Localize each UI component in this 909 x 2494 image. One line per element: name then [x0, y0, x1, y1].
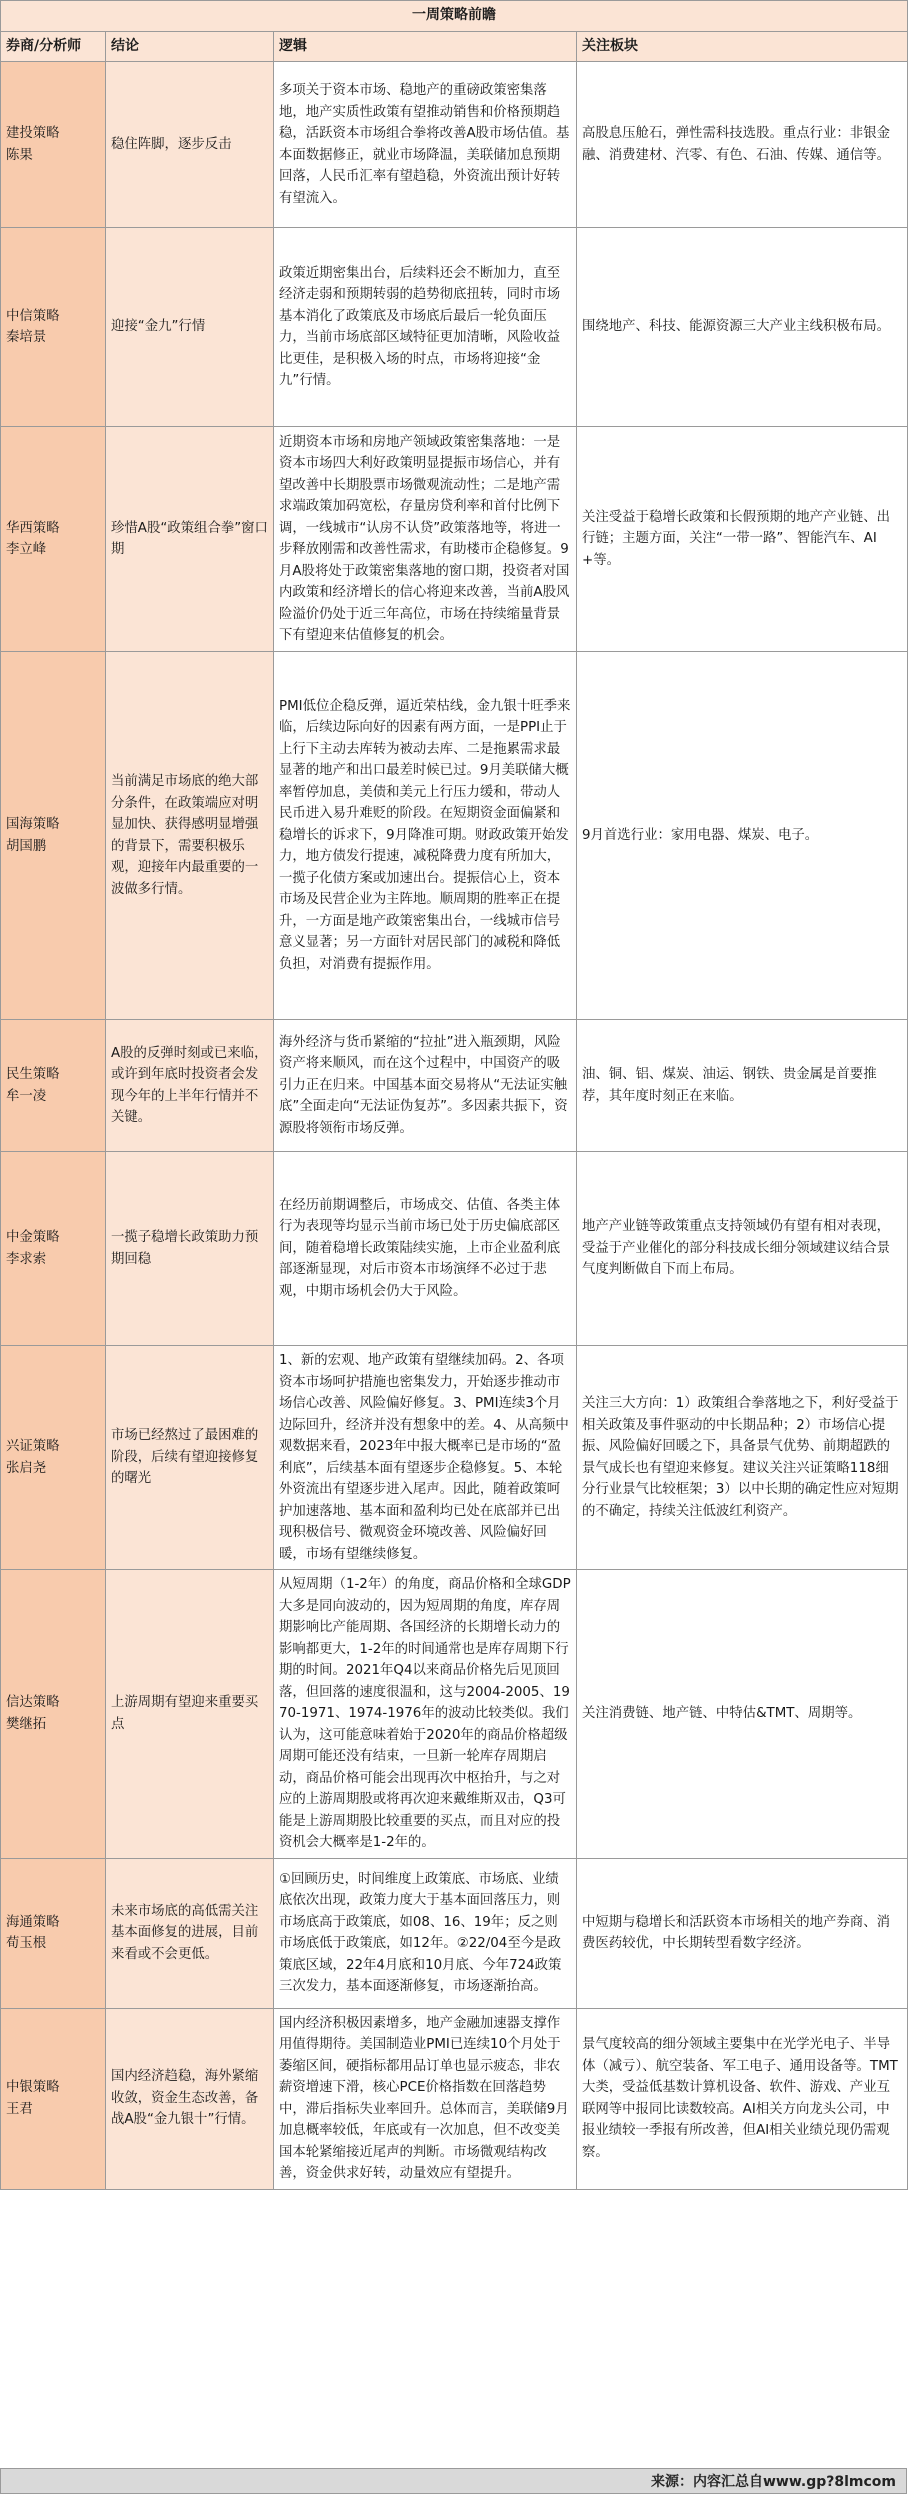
- table-row: [1, 427, 908, 652]
- sectors-cell: 中短期与稳增长和活跃资本市场相关的地产券商、消费医药较优，中长期转型看数字经济。: [577, 1858, 908, 2008]
- broker-name: 建投策略: [6, 126, 60, 141]
- analyst-name: 秦培景: [6, 330, 47, 345]
- conclusion-cell: 国内经济趋稳，海外紧缩收敛，资金生态改善，备战A股“金九银十”行情。: [106, 2008, 274, 2189]
- conclusion-cell: 当前满足市场底的绝大部分条件，在政策端应对明显加快、获得感明显增强的背景下，需要积极乐观，迎接年内最重要的一波做多行情。: [106, 652, 274, 1020]
- analyst-name: 李立峰: [6, 542, 47, 557]
- analyst-name: 李求索: [6, 1251, 47, 1267]
- table-title-row: [1, 1, 908, 32]
- analyst-name: 胡国鹏: [6, 838, 47, 854]
- logic-cell: 多项关于资本市场、稳地产的重磅政策密集落地，地产实质性政策有望推动销售和价格预期趋稳，活跃资本市场组合拳将改善A股市场估值。基本面数据修正，就业市场降温，美联储加息预期回落，人民币汇率有望趋稳，外资流出预计好转有望流入。: [274, 62, 577, 228]
- sectors-cell: 关注受益于稳增长政策和长假预期的地产产业链、出行链；主题方面，关注“一带一路”、智能汽车、AI+等。: [577, 427, 908, 652]
- header-conclusion: 结论: [106, 31, 274, 62]
- broker-cell: [1, 1152, 106, 1346]
- sectors-cell: 高股息压舱石，弹性需科技选股。重点行业：非银金融、消费建材、汽零、有色、石油、传媒、通信等。: [577, 62, 908, 228]
- logic-cell: 1、新的宏观、地产政策有望继续加码。2、各项资本市场呵护措施也密集发力，开始逐步推动市场信心改善、风险偏好修复。3、PMI连续3个月边际回升，经济并没有想象中的差。4、从高频中观数据来看，2023年中报大概率已是市场的“盈利底”，后续基本面有望逐步企稳修复。5、本轮外资流出有望逐步进入尾声。因此，随着政策呵护加速落地、基本面和盈利均已处在底部并已出现积极信号、微观资金环境改善、风险偏好回暖，市场有望继续修复。: [274, 1346, 577, 1570]
- sectors-cell: 关注三大方向：1）政策组合拳落地之下，利好受益于相关政策及事件驱动的中长期品种；2）市场信心提振、风险偏好回暖之下，具备景气优势、前期超跌的景气成长也有望迎来修复。建议关注兴证策略118细分行业景气比较框架；3）以中长期的确定性应对短期的不确定，持续关注低波红利资产。: [577, 1346, 908, 1570]
- logic-cell: 在经历前期调整后，市场成交、估值、各类主体行为表现等均显示当前市场已处于历史偏底部区间，随着稳增长政策陆续实施，上市企业盈利底部逐渐显现，对后市资本市场演绎不必过于悲观，中期市场机会仍大于风险。: [274, 1152, 577, 1346]
- broker-name: 中金策略: [6, 1230, 60, 1245]
- sectors-cell: 油、铜、铝、煤炭、油运、钢铁、贵金属是首要推荐，其年度时刻正在来临。: [577, 1020, 908, 1152]
- table-title: 一周策略前瞻: [1, 1, 908, 32]
- table-row: [1, 2008, 908, 2189]
- sectors-cell: 景气度较高的细分领域主要集中在光学光电子、半导体（减亏）、航空装备、军工电子、通用设备等。TMT大类，受益低基数计算机设备、软件、游戏、产业互联网等中报同比读数较高。AI相关方向龙头公司，中报业绩较一季报有所改善，但AI相关业绩兑现仍需观察。: [577, 2008, 908, 2189]
- broker-cell: [1, 1570, 106, 1859]
- header-sectors: 关注板块: [577, 31, 908, 62]
- broker-cell: [1, 1858, 106, 2008]
- broker-name: 民生策略: [6, 1067, 60, 1082]
- table-row: [1, 1858, 908, 2008]
- broker-cell: [1, 228, 106, 427]
- analyst-name: 张启尧: [6, 1460, 47, 1476]
- table-row: [1, 1020, 908, 1152]
- conclusion-cell: 市场已经熬过了最困难的阶段，后续有望迎接修复的曙光: [106, 1346, 274, 1570]
- sectors-cell: 关注消费链、地产链、中特估&TMT、周期等。: [577, 1570, 908, 1859]
- sectors-cell: 地产产业链等政策重点支持领域仍有望有相对表现，受益于产业催化的部分科技成长细分领域建议结合景气度判断做自下而上布局。: [577, 1152, 908, 1346]
- logic-cell: 政策近期密集出台，后续料还会不断加力，直至经济走弱和预期转弱的趋势彻底扭转，同时市场基本消化了政策底及市场底后最后一轮负面压力，当前市场底部区域特征更加清晰，风险收益比更佳，是积极入场的时点，市场将迎接“金九”行情。: [274, 228, 577, 427]
- sectors-cell: 围绕地产、科技、能源资源三大产业主线积极布局。: [577, 228, 908, 427]
- broker-cell: [1, 2008, 106, 2189]
- conclusion-cell: 一揽子稳增长政策助力预期回稳: [106, 1152, 274, 1346]
- logic-cell: 国内经济积极因素增多，地产金融加速器支撑作用值得期待。美国制造业PMI已连续10个月处于萎缩区间，硬指标都用品订单也显示疲态，非农薪资增速下滑，核心PCE价格指数在回落趋势中，滞后指标失业率回升。总体而言，美联储9月加息概率较低，年底或有一次加息，但不改变美国本轮紧缩接近尾声的判断。市场微观结构改善，资金供求好转，动量效应有望提升。: [274, 2008, 577, 2189]
- broker-name: 中银策略: [6, 2080, 60, 2095]
- analyst-name: 陈果: [6, 147, 33, 163]
- broker-name: 中信策略: [6, 308, 60, 324]
- conclusion-cell: 迎接“金九”行情: [106, 228, 274, 427]
- logic-cell: 近期资本市场和房地产领域政策密集落地：一是资本市场四大利好政策明显提振市场信心，并有望改善中长期股票市场微观流动性；二是地产需求端政策加码宽松，存量房贷利率和首付比例下调，一线城市“认房不认贷”政策落地等，将进一步释放刚需和改善性需求，有助楼市企稳修复。9月A股将处于政策密集落地的窗口期，投资者对国内政策和经济增长的信心将迎来改善，当前A股风险溢价仍处于近三年高位，市场在持续缩量背景下有望迎来估值修复的机会。: [274, 427, 577, 652]
- table-row: [1, 228, 908, 427]
- broker-cell: [1, 652, 106, 1020]
- table-row: [1, 62, 908, 228]
- table-row: [1, 652, 908, 1020]
- broker-name: 兴证策略: [6, 1439, 60, 1454]
- broker-name: 华西策略: [6, 520, 60, 536]
- broker-cell: [1, 1346, 106, 1570]
- table-row: [1, 1152, 908, 1346]
- logic-cell: 海外经济与货币紧缩的“拉扯”进入瓶颈期，风险资产将来顺风，而在这个过程中，中国资产的吸引力正在归来。中国基本面交易将从“无法证实触底”全面走向“无法证伪复苏”。多因素共振下，资源股将领衔市场反弹。: [274, 1020, 577, 1152]
- header-broker: 券商/分析师: [1, 31, 106, 62]
- table-row: [1, 1570, 908, 1859]
- logic-cell: 从短周期（1-2年）的角度，商品价格和全球GDP大多是同向波动的，因为短周期的角度，库存周期影响比产能周期、各国经济的长期增长动力的影响都更大，1-2年的时间通常也是库存周期下行期的时间。2021年Q4以来商品价格先后见顶回落，但回落的速度很温和，这与2004-2005、1970-1971、1974-1976年的波动比较类似。我们认为，这可能意味着始于2020年的商品价格超级周期可能还没有结束，一旦新一轮库存周期启动，商品价格可能会出现再次中枢抬升，与之对应的上游周期股或将再次迎来戴维斯双击，Q3可能是上游周期股比较重要的买点，而且对应的投资机会大概率是1-2年的。: [274, 1570, 577, 1859]
- broker-name: 国海策略: [6, 817, 60, 832]
- broker-cell: [1, 62, 106, 228]
- conclusion-cell: 未来市场底的高低需关注基本面修复的进展，目前来看或不会更低。: [106, 1858, 274, 2008]
- analyst-name: 王君: [6, 2101, 33, 2117]
- sectors-cell: 9月首选行业：家用电器、煤炭、电子。: [577, 652, 908, 1020]
- analyst-name: 牟一凌: [6, 1088, 47, 1104]
- broker-cell: [1, 427, 106, 652]
- broker-cell: [1, 1020, 106, 1152]
- source-footer: 来源：内容汇总自www.gp?8lmcom: [0, 2468, 907, 2494]
- conclusion-cell: A股的反弹时刻或已来临，或许到年底时投资者会发现今年的上半年行情并不关键。: [106, 1020, 274, 1152]
- analyst-name: 荀玉根: [6, 1936, 47, 1951]
- header-logic: 逻辑: [274, 31, 577, 62]
- logic-cell: ①回顾历史，时间维度上政策底、市场底、业绩底依次出现，政策力度大于基本面回落压力，则市场底高于政策底，如08、16、19年；反之则市场底低于政策底，如12年。②22/04至今是政策底区域，22年4月底和10月底、今年724政策三次发力，基本面逐渐修复，市场逐渐抬高。: [274, 1858, 577, 2008]
- table-header-row: [1, 31, 908, 62]
- broker-name: 信达策略: [6, 1695, 60, 1711]
- analyst-name: 樊继拓: [6, 1716, 47, 1732]
- logic-cell: PMI低位企稳反弹，逼近荣枯线，金九银十旺季来临，后续边际向好的因素有两方面，一是PPI止于上行下主动去库转为被动去库、二是拖累需求最显著的地产和出口最差时候已过。9月美联储大概率暂停加息，美债和美元上行压力缓和，带动人民币进入易升难贬的阶段。在短期资金面偏紧和稳增长的诉求下，9月降准可期。财政政策开始发力，地方债发行提速，减税降费力度有所加大，一揽子化债方案或加速出台。提振信心上，资本市场及民营企业为主阵地。顺周期的胜率正在提升，一方面是地产政策密集出台，一线城市信号意义显著；另一方面针对居民部门的减税和降低负担，对消费有提振作用。: [274, 652, 577, 1020]
- conclusion-cell: 上游周期有望迎来重要买点: [106, 1570, 274, 1859]
- broker-name: 海通策略: [6, 1914, 60, 1930]
- conclusion-cell: 稳住阵脚，逐步反击: [106, 62, 274, 228]
- table-row: [1, 1346, 908, 1570]
- conclusion-cell: 珍惜A股“政策组合拳”窗口期: [106, 427, 274, 652]
